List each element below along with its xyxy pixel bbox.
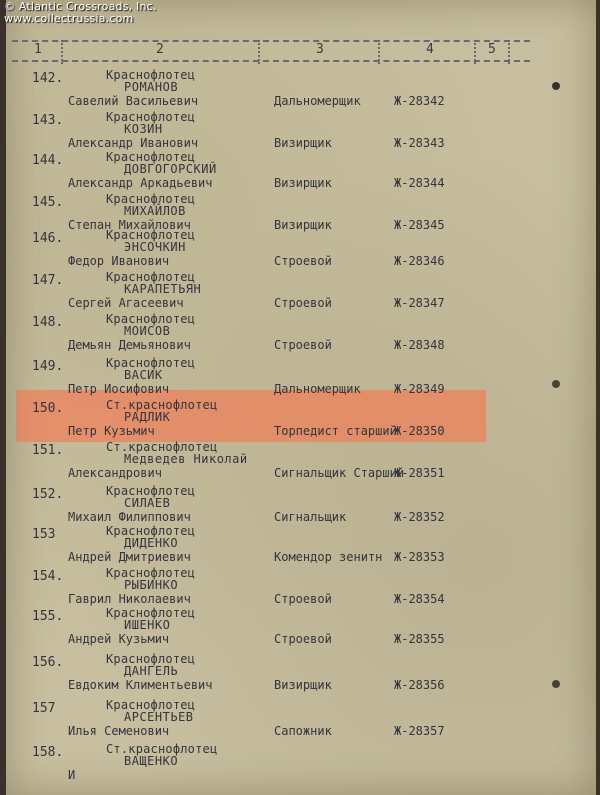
table-row [6,228,596,268]
column-separator [258,40,260,64]
table-row [6,440,596,480]
rank-text: Ст.краснофлотец [106,398,218,412]
tag-number-text: Ж-28347 [394,296,445,310]
duty-text: Торпедист старший [274,424,397,438]
tag-number-text: Ж-28353 [394,550,445,564]
surname-text: СИЛАЕВ [124,496,171,510]
given-name-text: Гаврил Николаевич [68,592,191,606]
row-number: 144. [32,153,64,168]
surname-text: КОЗИН [124,122,163,136]
row-number: 151. [32,443,64,458]
surname-text: РАДЛИК [124,410,171,424]
rank-text: Краснофлотец [106,606,196,620]
row-number: 154. [32,569,64,584]
rank-text: Краснофлотец [106,110,196,124]
rank-text: Ст.краснофлотец [106,440,218,454]
row-number: 149. [32,359,64,374]
row-number: 158. [32,745,64,760]
given-name-text: Илья Семенович [68,724,170,738]
surname-text: РОМАНОВ [124,80,179,94]
rank-text: Краснофлотец [106,270,196,284]
tag-number-text: Ж-28346 [394,254,445,268]
column-header-1: 1 [34,42,42,57]
tag-number-text: Ж-28342 [394,94,445,108]
table-row [6,150,596,190]
column-separator [508,40,510,64]
document-sheet [6,0,596,795]
header-rule-bottom [12,60,530,62]
rank-text: Ст.краснофлотец [106,742,218,756]
given-name-text: Степан Михайлович [68,218,191,232]
table-row [6,312,596,352]
row-number: 156. [32,655,64,670]
row-number: 142. [32,71,64,86]
rank-text: Краснофлотец [106,484,196,498]
tag-number-text: Ж-28348 [394,338,445,352]
given-name-text: И [68,768,76,782]
surname-text: МОИСОВ [124,324,171,338]
table-row [6,356,596,396]
tag-number-text: Ж-28350 [394,424,445,438]
given-name-text: Сергей Агасеевич [68,296,184,310]
tag-number-text: Ж-28356 [394,678,445,692]
duty-text: Дальномерщик [274,382,361,396]
column-header-3: 3 [316,42,324,57]
header-rule-top [12,40,530,42]
surname-text: ВАСИК [124,368,163,382]
given-name-text: Александр Иванович [68,136,199,150]
given-name-text: Демьян Демьянович [68,338,191,352]
rank-text: Краснофлотец [106,566,196,580]
tag-number-text: Ж-28344 [394,176,445,190]
column-separator [474,40,476,64]
tag-number-text: Ж-28355 [394,632,445,646]
table-row [6,484,596,524]
watermark-line-1: © Atlantic Crossroads, Inc. [4,0,157,13]
row-number: 146. [32,231,64,246]
row-number: 148. [32,315,64,330]
table-row [6,68,596,108]
row-number: 143. [32,113,64,128]
surname-text: РЫБИНКО [124,578,179,592]
table-row [6,566,596,606]
rank-text: Краснофлотец [106,192,196,206]
tag-number-text: Ж-28357 [394,724,445,738]
surname-text: МИХАЙЛОВ [124,204,186,218]
duty-text: Строевой [274,338,332,352]
rank-text: Краснофлотец [106,524,196,538]
row-number: 153 [32,527,56,542]
duty-text: Комендор зенитн [274,550,383,564]
duty-text: Строевой [274,254,332,268]
row-number: 147. [32,273,64,288]
table-row [6,192,596,232]
tag-number-text: Ж-28345 [394,218,445,232]
column-header-2: 2 [156,42,164,57]
surname-text: ЭНСОЧКИН [124,240,186,254]
column-header-4: 4 [426,42,434,57]
given-name-text: Михаил Филиппович [68,510,191,524]
watermark-line-2: www.collectrussia.com [4,12,134,25]
rank-text: Краснофлотец [106,698,196,712]
surname-text: ДОВГОГОРСКИЙ [124,162,217,176]
given-name-text: Петр Кузьмич [68,424,155,438]
table-row [6,398,596,438]
column-separator [61,40,63,64]
surname-text: ДАНГЕЛЬ [124,664,179,678]
given-name-text: Петр Иосифович [68,382,170,396]
duty-text: Строевой [274,592,332,606]
table-row [6,606,596,646]
tag-number-text: Ж-28343 [394,136,445,150]
duty-text: Дальномерщик [274,94,361,108]
given-name-text: Андрей Кузьмич [68,632,170,646]
surname-text: Медведев Николай [124,452,248,466]
table-row [6,742,596,782]
tag-number-text: Ж-28354 [394,592,445,606]
surname-text: ИШЕНКО [124,618,171,632]
duty-text: Сапожник [274,724,332,738]
duty-text: Визирщик [274,678,332,692]
column-separator [378,40,380,64]
tag-number-text: Ж-28352 [394,510,445,524]
rank-text: Краснофлотец [106,652,196,666]
duty-text: Визирщик [274,136,332,150]
given-name-text: Александрович [68,466,162,480]
row-number: 157 [32,701,56,716]
given-name-text: Евдоким Климентьевич [68,678,213,692]
given-name-text: Андрей Дмитриевич [68,550,191,564]
given-name-text: Федор Иванович [68,254,170,268]
surname-text: КАРАПЕТЬЯН [124,282,202,296]
table-row [6,652,596,692]
table-row [6,524,596,564]
table-row [6,270,596,310]
row-number: 155. [32,609,64,624]
rank-text: Краснофлотец [106,150,196,164]
given-name-text: Александр Аркадьевич [68,176,213,190]
rank-text: Краснофлотец [106,356,196,370]
row-number: 145. [32,195,64,210]
tag-number-text: Ж-28351 [394,466,445,480]
rank-text: Краснофлотец [106,228,196,242]
duty-text: Визирщик [274,176,332,190]
row-number: 152. [32,487,64,502]
given-name-text: Савелий Васильевич [68,94,199,108]
surname-text: ДИДЕНКО [124,536,179,550]
column-header-5: 5 [488,42,496,57]
duty-text: Визирщик [274,218,332,232]
duty-text: Сигнальщик [274,510,347,524]
duty-text: Строевой [274,632,332,646]
surname-text: ВАЩЕНКО [124,754,179,768]
rank-text: Краснофлотец [106,68,196,82]
table-row [6,698,596,738]
row-number: 150. [32,401,64,416]
tag-number-text: Ж-28349 [394,382,445,396]
surname-text: АРСЕНТЬЕВ [124,710,194,724]
rank-text: Краснофлотец [106,312,196,326]
duty-text: Сигнальщик Старший [274,466,405,480]
duty-text: Строевой [274,296,332,310]
table-row [6,110,596,150]
